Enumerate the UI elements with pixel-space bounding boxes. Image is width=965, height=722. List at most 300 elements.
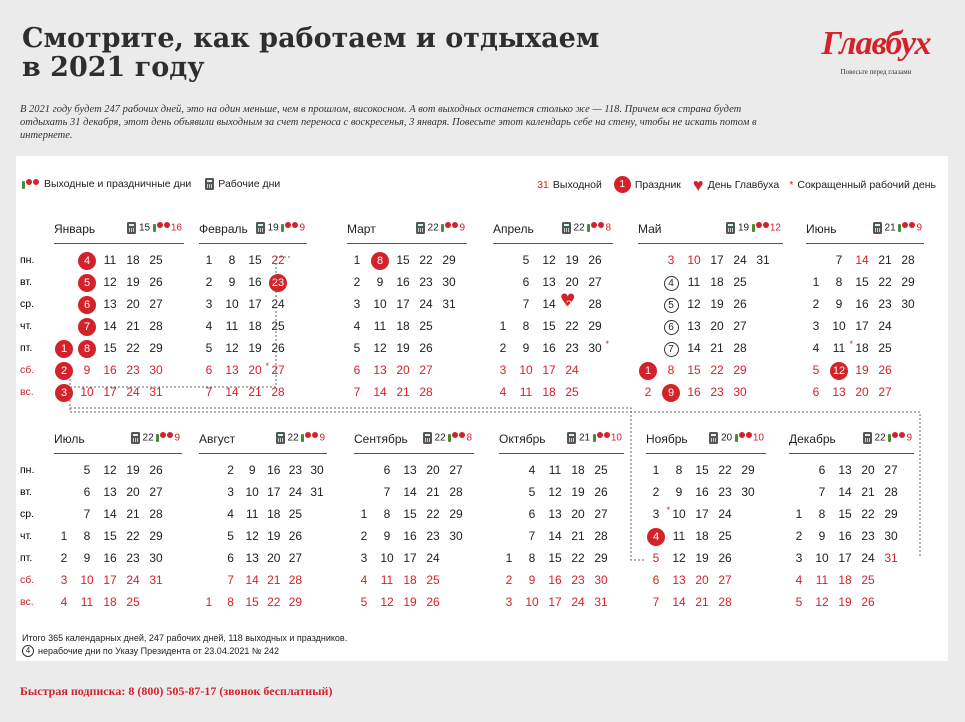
month-header: [199, 216, 307, 244]
day-cell: 13: [103, 485, 117, 499]
day-cell: 20: [695, 573, 709, 587]
day-cell: 5: [83, 463, 91, 477]
day-cell: 22: [718, 463, 732, 477]
day-cell: 22: [126, 341, 140, 355]
work-count: 22: [427, 222, 439, 234]
day-cell: 1: [353, 253, 361, 267]
month-header: [493, 216, 613, 244]
day-cell: 2: [60, 551, 68, 565]
day-cell: 12: [245, 529, 259, 543]
day-cell: 27: [149, 297, 163, 311]
off-count: 8: [466, 432, 472, 444]
day-cell: 14: [103, 319, 117, 333]
day-cell: 18: [542, 385, 556, 399]
day-cell: 5: [522, 253, 530, 267]
title-line-1: Смотрите, как работаем и отдыхаем: [22, 23, 600, 54]
day-cell: 17: [103, 573, 117, 587]
day-cell: 23: [288, 463, 303, 477]
day-cell: 12: [373, 341, 387, 355]
off-count: 9: [459, 222, 465, 234]
day-cell: 30: [149, 363, 163, 377]
month-counts: [709, 432, 764, 444]
day-cell: 4: [227, 507, 234, 521]
month-name: Апрель: [493, 222, 534, 236]
day-cell: 18: [248, 319, 262, 333]
day-cell: 28: [884, 485, 898, 499]
day-cell: 24: [426, 551, 440, 565]
off-count: 9: [299, 222, 305, 234]
day-cell: 9: [228, 275, 236, 289]
day-cell: 16: [542, 341, 556, 355]
day-cell: 5: [795, 595, 803, 609]
day-cell: 23: [571, 573, 585, 587]
day-cell: 7: [227, 573, 234, 587]
day-cell: 21: [861, 485, 875, 499]
calculator-icon: [423, 432, 432, 444]
day-cell: 8: [818, 507, 826, 521]
day-cell: 1: [638, 359, 658, 381]
day-cell: 3: [812, 319, 820, 333]
day-cell: 22: [271, 253, 285, 267]
day-cell: 25: [419, 319, 433, 333]
day-cell: 15: [855, 275, 869, 289]
day-cell: 24: [288, 485, 303, 499]
month-header: [54, 216, 184, 244]
day-cell: 22: [126, 529, 140, 543]
day-cell: 26: [733, 297, 747, 311]
day-cell: 13: [245, 551, 259, 565]
day-cell: 25: [718, 529, 732, 543]
day-cell: 4: [499, 385, 507, 399]
day-cell: 6: [77, 293, 97, 315]
month-header: [646, 426, 766, 454]
work-count: 22: [142, 432, 154, 444]
day-cell: 11: [815, 573, 829, 587]
day-cell: 25: [733, 275, 747, 289]
flowers-icon: [156, 433, 174, 441]
off-count: 12: [769, 222, 781, 234]
day-cell: 19: [838, 595, 852, 609]
day-cell: 25: [594, 463, 608, 477]
day-cell: 30: [741, 485, 755, 499]
day-cell: 14: [103, 507, 117, 521]
day-cell: 6: [353, 363, 361, 377]
day-cell: 19: [855, 363, 869, 377]
day-cell: 16: [695, 485, 709, 499]
day-cell: 24: [878, 319, 892, 333]
month-name: Июль: [54, 432, 85, 446]
day-cell: 4: [60, 595, 68, 609]
logo-tagline: Повесьте перед глазами: [840, 68, 912, 76]
day-cell: 21: [267, 573, 281, 587]
day-cell: 8: [228, 253, 236, 267]
day-cell: 14: [687, 341, 701, 355]
day-cell: 12: [548, 485, 562, 499]
day-cell: 23: [426, 529, 440, 543]
day-cell: 9: [675, 485, 683, 499]
day-cell: 11: [225, 319, 239, 333]
day-cell: 20: [861, 463, 875, 477]
day-cell: 5: [528, 485, 536, 499]
day-cell: 28: [733, 341, 747, 355]
flowers-icon: [281, 223, 299, 231]
day-cell: 28: [588, 297, 602, 311]
month-name: Июнь: [806, 222, 837, 236]
month-counts: [276, 432, 325, 444]
day-cell: 25: [565, 385, 579, 399]
off-count: 9: [916, 222, 922, 234]
weekday-label: чт.: [20, 530, 33, 542]
calculator-icon: [709, 432, 718, 444]
day-cell: 9: [83, 363, 91, 377]
day-cell: 31: [310, 485, 324, 499]
day-cell: 17: [403, 551, 417, 565]
day-cell: 16: [396, 275, 410, 289]
day-cell: 23: [565, 341, 579, 355]
weekday-label: пн.: [20, 254, 35, 266]
day-cell: 27: [733, 319, 747, 333]
month-name: Март: [347, 222, 376, 236]
day-cell: 29: [594, 551, 608, 565]
day-cell: 2: [644, 385, 652, 399]
work-count: 20: [720, 432, 733, 444]
month-name: Ноябрь: [646, 432, 688, 446]
work-count: 15: [138, 222, 151, 234]
day-cell: 26: [861, 595, 875, 609]
day-cell: 8: [383, 507, 391, 521]
calculator-icon: [276, 432, 285, 444]
day-cell: 9: [522, 341, 530, 355]
day-cell: 27: [449, 463, 463, 477]
day-cell: 4: [205, 319, 213, 333]
weekday-label: вс.: [20, 596, 34, 608]
day-cell: 5: [353, 341, 361, 355]
day-cell: 13: [838, 463, 852, 477]
day-cell: 9: [528, 573, 536, 587]
day-cell: 6: [522, 275, 530, 289]
day-cell: 26: [718, 551, 732, 565]
day-cell: 27: [149, 485, 163, 499]
day-cell: 6: [205, 363, 213, 377]
day-cell: 12: [225, 341, 239, 355]
day-cell: 25: [288, 507, 303, 521]
weekday-column: [20, 459, 34, 613]
month-name: Декабрь: [789, 432, 836, 446]
day-cell: 2: [499, 341, 507, 355]
day-cell: 15: [403, 507, 417, 521]
day-cell: 20: [126, 297, 140, 311]
day-cell: 7: [383, 485, 391, 499]
day-cell: 27: [271, 363, 285, 377]
day-cell: 10: [245, 485, 259, 499]
day-cell: 18: [396, 319, 410, 333]
day-cell: 29: [149, 529, 163, 543]
day-cell: 28: [149, 319, 163, 333]
month-counts: [423, 432, 472, 444]
legend-work-days: Рабочие дни: [218, 178, 281, 190]
day-cell: 9: [383, 529, 391, 543]
day-cell: 10: [525, 595, 539, 609]
day-cell: 25: [861, 573, 875, 587]
day-cell: 2: [54, 359, 74, 381]
day-cell: 17: [248, 297, 262, 311]
day-cell: 24: [271, 297, 285, 311]
day-cell: 27: [288, 551, 303, 565]
day-cell: 16: [548, 573, 562, 587]
day-cell: 22: [861, 507, 875, 521]
day-cell: 16: [687, 385, 701, 399]
work-count: 19: [737, 222, 750, 234]
day-cell: 30 *: [585, 337, 605, 359]
day-cell: 5: [205, 341, 213, 355]
day-cell: 18: [695, 529, 709, 543]
day-cell: 28: [449, 485, 463, 499]
day-cell: 9: [83, 551, 91, 565]
day-cell: 21: [878, 253, 892, 267]
day-cell: 15: [103, 341, 117, 355]
intro-text: В 2021 году будет 247 рабочих дней, это на один меньше, чем в прошлом, високосном. А вот выходных останется столько же — 118. Причем вся страна будет отдыхать 31 декабря, этот день объявили выходным за счет переноса с воскресенья, 3 января. Повесьте этот календарь себе на стену, чтобы не искать потом в интернете.: [20, 104, 757, 141]
day-cell: 27: [594, 507, 608, 521]
day-cell: 30: [449, 529, 463, 543]
day-cell: 27: [718, 573, 732, 587]
month-counts: [863, 432, 912, 444]
day-cell: 10: [672, 507, 686, 521]
day-cell: 22: [426, 507, 440, 521]
day-cell: 3: [60, 573, 68, 587]
day-cell: 28: [594, 529, 608, 543]
day-cell: 13: [672, 573, 686, 587]
day-cell: 20: [855, 385, 869, 399]
day-cell: 8: [675, 463, 683, 477]
day-cell: 12: [815, 595, 829, 609]
day-cell: 8: [528, 551, 536, 565]
day-cell: 5: [360, 595, 368, 609]
day-cell: 11: [80, 595, 94, 609]
calculator-icon: [562, 222, 571, 234]
weekday-label: пн.: [20, 464, 35, 476]
legend-holiday-sample: 1: [614, 176, 631, 193]
day-cell: 6: [528, 507, 536, 521]
day-cell: 16: [248, 275, 262, 289]
day-cell: 14: [373, 385, 387, 399]
day-cell: 4: [360, 573, 368, 587]
month-name: Сентябрь: [354, 432, 408, 446]
day-cell: 18: [838, 573, 852, 587]
day-cell: 24: [126, 385, 140, 399]
day-cell: 10: [815, 551, 829, 565]
day-cell: 19: [396, 341, 410, 355]
day-cell: 1: [812, 275, 820, 289]
day-cell: 1: [205, 253, 213, 267]
day-cell: 20: [565, 275, 579, 289]
day-cell: 14: [672, 595, 686, 609]
day-cell: 23: [710, 385, 724, 399]
day-cell: 6: [661, 315, 681, 337]
footnote-text: нерабочие дни по Указу Президента от 23.04.2021 № 242: [38, 646, 280, 656]
day-cell: 21: [571, 529, 585, 543]
day-cell: 18: [267, 507, 281, 521]
page-title: [22, 24, 622, 82]
work-count: 22: [287, 432, 299, 444]
day-cell: 18: [403, 573, 417, 587]
day-cell: 19: [695, 551, 709, 565]
day-cell: 12: [380, 595, 394, 609]
day-cell: 19: [248, 341, 262, 355]
day-cell: 15: [245, 595, 259, 609]
day-cell: 3: [505, 595, 513, 609]
day-cell: 14: [855, 253, 869, 267]
day-cell: 17: [710, 253, 724, 267]
day-cell: 19: [267, 529, 281, 543]
weekday-column: [20, 249, 34, 403]
day-cell: 17: [103, 385, 117, 399]
day-cell: 9: [661, 381, 681, 403]
day-cell: 1: [54, 337, 74, 359]
day-cell: 24: [571, 595, 585, 609]
day-cell: 29: [588, 319, 602, 333]
day-cell: 22: [267, 595, 281, 609]
day-cell: 21: [710, 341, 724, 355]
weekday-label: вс.: [20, 386, 34, 398]
day-cell: 19: [403, 595, 417, 609]
day-cell: ♥ 21: [562, 293, 582, 315]
day-cell: 7: [205, 385, 213, 399]
day-cell: 3: [205, 297, 213, 311]
day-cell: 1: [60, 529, 68, 543]
day-cell: 27: [884, 463, 898, 477]
day-cell: 20: [396, 363, 410, 377]
day-cell: 26: [149, 275, 163, 289]
weekday-label: вт.: [20, 486, 32, 498]
day-cell: 29: [733, 363, 747, 377]
day-cell: 23: [268, 271, 288, 293]
day-cell: 12: [542, 253, 556, 267]
day-cell: 17: [267, 485, 281, 499]
day-cell: 29: [901, 275, 915, 289]
day-cell: 5: [661, 293, 681, 315]
day-cell: 31: [149, 573, 163, 587]
day-cell: 20: [126, 485, 140, 499]
day-cell: 6: [818, 463, 826, 477]
day-cell: 8: [522, 319, 530, 333]
month-counts: [131, 432, 180, 444]
day-cell: 2: [205, 275, 213, 289]
day-cell: 20: [710, 319, 724, 333]
weekday-label: пт.: [20, 342, 33, 354]
day-cell: 12: [103, 275, 117, 289]
month-name: Октябрь: [499, 432, 546, 446]
day-cell: 14: [548, 529, 562, 543]
day-cell: 27: [588, 275, 602, 289]
flowers-icon: [898, 223, 916, 231]
day-cell: 21: [126, 507, 140, 521]
day-cell: 30: [733, 385, 747, 399]
day-cell: 15: [248, 253, 262, 267]
day-cell: 6: [812, 385, 820, 399]
day-cell: 30: [901, 297, 915, 311]
calculator-icon: [416, 222, 425, 234]
day-cell: 6: [83, 485, 91, 499]
day-cell: 16: [403, 529, 417, 543]
day-cell: 23: [126, 363, 140, 377]
day-cell: 17: [396, 297, 410, 311]
off-count: 9: [319, 432, 325, 444]
month-header: [199, 426, 327, 454]
day-cell: 11: [548, 463, 562, 477]
day-cell: 11: [672, 529, 686, 543]
legend-glavbukh-day: День Главбуха: [707, 178, 780, 191]
day-cell: 1: [360, 507, 368, 521]
day-cell: 23: [419, 275, 433, 289]
day-cell: 28: [901, 253, 915, 267]
day-cell: 3: [54, 381, 74, 403]
day-cell: 16: [267, 463, 281, 477]
day-cell: 29: [288, 595, 303, 609]
month-counts: [256, 222, 305, 234]
month-counts: [127, 222, 182, 234]
flowers-icon: [593, 433, 611, 441]
day-cell: 4: [77, 249, 97, 271]
day-cell: 19: [126, 463, 140, 477]
month-header: [354, 426, 474, 454]
month-counts: [726, 222, 781, 234]
work-count: 21: [884, 222, 896, 234]
day-cell: 10: [687, 253, 701, 267]
day-cell: 20: [267, 551, 281, 565]
legend-star: *: [789, 178, 794, 191]
day-cell: 15: [542, 319, 556, 333]
day-cell: 3: [227, 485, 234, 499]
legend-short-day: Сокращенный рабочий день: [797, 178, 936, 191]
day-cell: 21: [695, 595, 709, 609]
subscribe-line: Быстрая подписка: 8 (800) 505-87-17 (звонок бесплатный): [20, 684, 333, 698]
day-cell: 13: [832, 385, 846, 399]
day-cell: 16: [838, 529, 852, 543]
day-cell: 17: [542, 363, 556, 377]
flowers-icon: [587, 223, 605, 231]
off-count: 16: [170, 222, 182, 234]
day-cell: 25: [271, 319, 285, 333]
day-cell: 31: [442, 297, 456, 311]
day-cell: 1: [795, 507, 803, 521]
day-cell: 3: [353, 297, 361, 311]
day-cell: 9: [818, 529, 826, 543]
day-cell: 12: [687, 297, 701, 311]
day-cell: 31: [149, 385, 163, 399]
day-cell: 24: [565, 363, 579, 377]
work-count: 22: [573, 222, 585, 234]
day-cell: 13: [373, 363, 387, 377]
day-cell: 5: [77, 271, 97, 293]
day-cell: 7: [818, 485, 826, 499]
legend-holiday: Праздник: [634, 178, 681, 191]
legend-left: [22, 178, 280, 190]
month-name: Май: [638, 222, 662, 236]
day-cell: 29: [149, 341, 163, 355]
day-cell: 14: [225, 385, 239, 399]
title-line-2: в 2021 году: [22, 52, 205, 83]
day-cell: 3: [499, 363, 507, 377]
legend-right: [537, 176, 936, 193]
work-count: 22: [874, 432, 886, 444]
day-cell: 7: [77, 315, 97, 337]
day-cell: 26: [878, 363, 892, 377]
day-cell: 29: [442, 253, 456, 267]
day-cell: 3: [667, 253, 675, 267]
legend-days-off: Выходные и праздничные дни: [44, 178, 192, 190]
day-cell: 28: [288, 573, 303, 587]
day-cell: 25: [426, 573, 440, 587]
